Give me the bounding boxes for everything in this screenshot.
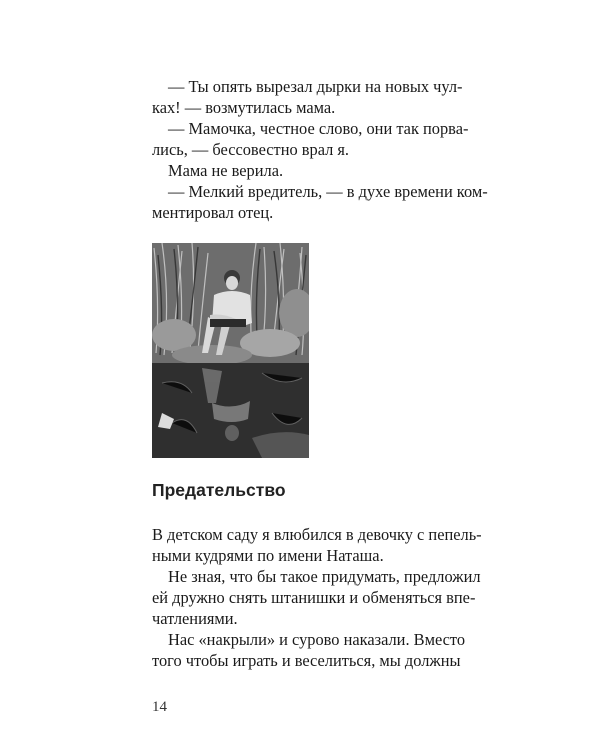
text-line: чатлениями. — [152, 609, 238, 628]
section-title: Предательство — [152, 480, 286, 500]
text-line: того чтобы играть и веселиться, мы должны — [152, 651, 461, 670]
text-line: — Мелкий вредитель, — в духе времени ком- — [168, 182, 488, 201]
text-line: лись, — бессовестно врал я. — [152, 140, 350, 159]
text-line: — Мамочка, честное слово, они так порва- — [168, 119, 469, 138]
photo-man-by-water — [152, 243, 309, 458]
text-line: Не зная, что бы такое придумать, предложил — [168, 567, 481, 586]
text-line: Мама не верила. — [168, 161, 284, 180]
text-line: Нас «накрыли» и сурово наказали. Вместо — [168, 630, 466, 649]
text-line: ментировал отец. — [152, 203, 274, 222]
text-line: ей дружно снять штанишки и обменяться впе- — [152, 588, 476, 607]
text-line: ными кудрями по имени Наташа. — [152, 546, 384, 565]
text-line: В детском саду я влюбился в девочку с пепель- — [152, 525, 482, 544]
text-line: ках! — возмутилась мама. — [152, 98, 336, 117]
page-number: 14 — [152, 699, 167, 715]
text-line: — Ты опять вырезал дырки на новых чул- — [168, 77, 463, 96]
